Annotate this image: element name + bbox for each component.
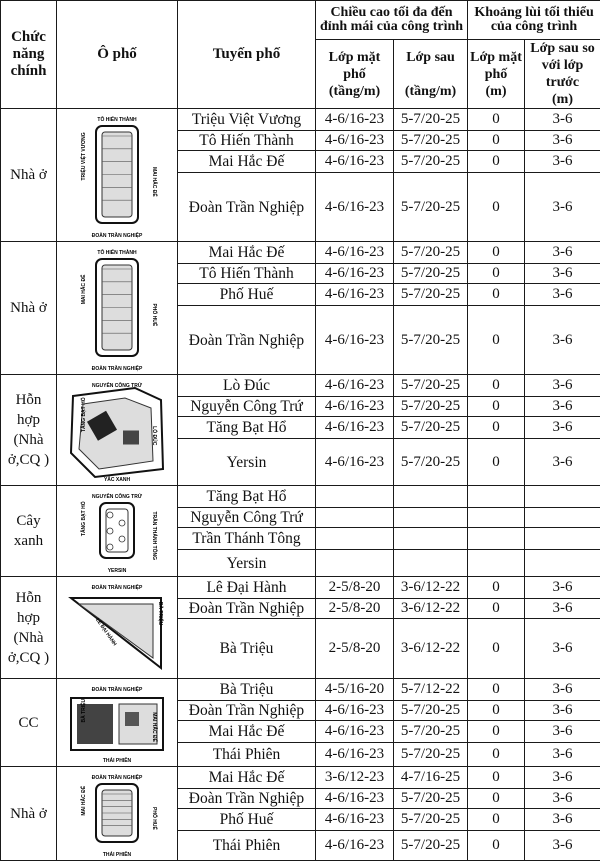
svg-text:NGUYỄN CÔNG TRỨ: NGUYỄN CÔNG TRỨ	[92, 381, 143, 389]
front-setback-cell: 0	[468, 767, 525, 789]
header-setback-front	[468, 40, 525, 109]
svg-text:TĂNG BẠT HỔ: TĂNG BẠT HỔ	[80, 397, 87, 432]
svg-text:LÊ ĐẠI HÀNH: LÊ ĐẠI HÀNH	[94, 616, 119, 647]
street-cell: Phố Huế	[178, 284, 316, 306]
svg-text:YẮC XANH: YẮC XANH	[104, 475, 131, 483]
front-height-cell: 4-6/16-23	[316, 151, 394, 173]
back-setback-cell: 3-6	[525, 109, 600, 131]
front-height-cell: 2-5/8-20	[316, 619, 394, 679]
table-row	[1, 486, 600, 508]
front-height-cell	[316, 508, 394, 528]
block-map-cell	[57, 109, 178, 242]
header-back-layer-unit: (tầng/m)	[405, 84, 456, 99]
back-height-cell: 5-7/20-25	[394, 131, 468, 151]
back-height-cell: 5-7/20-25	[394, 264, 468, 284]
back-setback-cell: 3-6	[525, 701, 600, 721]
front-setback-cell: 0	[468, 831, 525, 861]
back-height-cell: 5-7/20-25	[394, 743, 468, 767]
back-setback-cell: 3-6	[525, 679, 600, 701]
front-height-cell	[316, 486, 394, 508]
street-cell: Đoàn Trần Nghiệp	[178, 306, 316, 375]
back-setback-cell: 3-6	[525, 284, 600, 306]
street-cell: Tăng Bạt Hổ	[178, 486, 316, 508]
front-height-cell: 4-6/16-23	[316, 831, 394, 861]
back-setback-cell	[525, 550, 600, 577]
back-height-cell: 5-7/20-25	[394, 173, 468, 242]
back-height-cell	[394, 550, 468, 577]
function-cell: Nhà ở	[1, 109, 57, 242]
svg-text:TĂNG BẠT HỔ: TĂNG BẠT HỔ	[80, 501, 87, 536]
svg-text:TRIỆU VIỆT VƯƠNG: TRIỆU VIỆT VƯƠNG	[79, 132, 87, 180]
header-setback-back-unit: (m)	[552, 92, 573, 107]
header-street: Tuyến phố	[178, 1, 316, 109]
function-cell: Hỗn hợp (Nhà ở,CQ )	[1, 577, 57, 679]
front-setback-cell: 0	[468, 679, 525, 701]
back-setback-cell: 3-6	[525, 264, 600, 284]
back-setback-cell: 3-6	[525, 767, 600, 789]
street-cell: Trần Thánh Tông	[178, 528, 316, 550]
front-setback-cell: 0	[468, 577, 525, 599]
street-cell: Tăng Bạt Hổ	[178, 417, 316, 439]
back-height-cell: 3-6/12-22	[394, 599, 468, 619]
front-setback-cell: 0	[468, 397, 525, 417]
svg-text:PHỐ HUẾ: PHỐ HUẾ	[151, 303, 158, 326]
svg-text:MAI HẮC ĐẾ: MAI HẮC ĐẾ	[151, 712, 159, 742]
street-cell: Đoàn Trần Nghiệp	[178, 789, 316, 809]
street-cell: Yersin	[178, 550, 316, 577]
header-function: Chức năng chính	[1, 1, 57, 109]
front-setback-cell: 0	[468, 151, 525, 173]
front-setback-cell: 0	[468, 109, 525, 131]
svg-text:LÒ ĐÚC: LÒ ĐÚC	[151, 426, 159, 446]
svg-text:TÔ HIẾN THÀNH: TÔ HIẾN THÀNH	[97, 248, 137, 256]
front-setback-cell: 0	[468, 721, 525, 743]
header-front-layer-label: Lớp mặt phố	[329, 50, 381, 82]
svg-text:NGUYỄN CÔNG TRỨ: NGUYỄN CÔNG TRỨ	[92, 492, 143, 500]
street-cell: Thái Phiên	[178, 743, 316, 767]
front-height-cell: 4-6/16-23	[316, 417, 394, 439]
street-cell: Triệu Việt Vương	[178, 109, 316, 131]
table-row	[1, 109, 600, 131]
svg-text:BÀ TRIỆU: BÀ TRIỆU	[157, 601, 165, 625]
front-setback-cell	[468, 486, 525, 508]
front-height-cell: 4-6/16-23	[316, 743, 394, 767]
back-setback-cell	[525, 508, 600, 528]
front-setback-cell: 0	[468, 619, 525, 679]
street-cell: Phố Huế	[178, 809, 316, 831]
back-height-cell: 3-6/12-22	[394, 577, 468, 599]
svg-text:YERSIN: YERSIN	[108, 568, 127, 574]
front-setback-cell: 0	[468, 173, 525, 242]
table-row	[1, 767, 600, 789]
front-height-cell: 2-5/8-20	[316, 577, 394, 599]
back-height-cell: 5-7/20-25	[394, 439, 468, 486]
street-cell: Mai Hắc Đế	[178, 151, 316, 173]
back-height-cell: 5-7/20-25	[394, 242, 468, 264]
function-cell: CC	[1, 679, 57, 767]
front-setback-cell	[468, 508, 525, 528]
header-setback-front-unit: (m)	[486, 84, 507, 99]
back-setback-cell: 3-6	[525, 417, 600, 439]
back-setback-cell: 3-6	[525, 439, 600, 486]
back-height-cell: 5-7/20-25	[394, 417, 468, 439]
block-map	[65, 682, 169, 764]
back-setback-cell: 3-6	[525, 577, 600, 599]
svg-text:BÀ TRIỆU: BÀ TRIỆU	[79, 698, 87, 722]
front-setback-cell: 0	[468, 131, 525, 151]
front-setback-cell: 0	[468, 242, 525, 264]
header-setback-group: Khoảng lùi tối thiểu của công trình	[468, 1, 600, 40]
block-map	[65, 245, 169, 372]
front-setback-cell: 0	[468, 375, 525, 397]
street-cell: Thái Phiên	[178, 831, 316, 861]
svg-text:MAI HẮC ĐẾ: MAI HẮC ĐẾ	[151, 166, 159, 196]
back-height-cell: 5-7/20-25	[394, 151, 468, 173]
back-height-cell: 5-7/20-25	[394, 306, 468, 375]
front-setback-cell: 0	[468, 599, 525, 619]
front-setback-cell: 0	[468, 306, 525, 375]
back-setback-cell: 3-6	[525, 831, 600, 861]
header-front-layer-unit: (tầng/m)	[329, 84, 380, 99]
block-map	[65, 489, 169, 574]
table-row	[1, 242, 600, 264]
svg-text:ĐOÀN TRẦN NGHIỆP: ĐOÀN TRẦN NGHIỆP	[92, 685, 143, 693]
back-setback-cell	[525, 528, 600, 550]
front-height-cell: 4-6/16-23	[316, 306, 394, 375]
header-front-layer	[316, 40, 394, 109]
front-height-cell: 4-6/16-23	[316, 789, 394, 809]
front-height-cell: 3-6/12-23	[316, 767, 394, 789]
header-height-group: Chiều cao tối đa đến đỉnh mái của công trình	[316, 1, 468, 40]
street-cell: Lò Đúc	[178, 375, 316, 397]
front-height-cell: 4-6/16-23	[316, 721, 394, 743]
street-cell: Đoàn Trần Nghiệp	[178, 599, 316, 619]
back-height-cell: 5-7/20-25	[394, 789, 468, 809]
street-cell: Yersin	[178, 439, 316, 486]
back-height-cell: 5-7/20-25	[394, 397, 468, 417]
svg-text:TÔ HIẾN THÀNH: TÔ HIẾN THÀNH	[97, 115, 137, 123]
front-setback-cell: 0	[468, 789, 525, 809]
street-cell: Lê Đại Hành	[178, 577, 316, 599]
back-height-cell: 4-7/16-25	[394, 767, 468, 789]
front-height-cell	[316, 550, 394, 577]
back-setback-cell: 3-6	[525, 789, 600, 809]
block-map	[65, 112, 169, 239]
front-setback-cell: 0	[468, 439, 525, 486]
street-cell: Mai Hắc Đế	[178, 767, 316, 789]
svg-text:ĐOÀN TRẦN NGHIỆP: ĐOÀN TRẦN NGHIỆP	[92, 773, 143, 781]
svg-text:ĐOÀN TRẦN NGHIỆP: ĐOÀN TRẦN NGHIỆP	[92, 364, 143, 372]
back-height-cell: 5-7/20-25	[394, 721, 468, 743]
back-height-cell: 5-7/20-25	[394, 701, 468, 721]
header-setback-front-label: Lớp mặt phố	[470, 50, 522, 82]
front-setback-cell	[468, 550, 525, 577]
front-height-cell: 4-6/16-23	[316, 809, 394, 831]
block-map-cell	[57, 375, 178, 486]
front-height-cell: 4-6/16-23	[316, 284, 394, 306]
front-setback-cell: 0	[468, 284, 525, 306]
back-height-cell: 5-7/20-25	[394, 831, 468, 861]
block-map	[65, 378, 169, 483]
back-setback-cell: 3-6	[525, 721, 600, 743]
block-map	[65, 770, 169, 858]
svg-text:MAI HẮC ĐẾ: MAI HẮC ĐẾ	[79, 273, 87, 303]
back-height-cell: 5-7/20-25	[394, 109, 468, 131]
svg-text:TRẦN THÁNH TÔNG: TRẦN THÁNH TÔNG	[151, 511, 159, 560]
front-setback-cell: 0	[468, 701, 525, 721]
back-setback-cell: 3-6	[525, 743, 600, 767]
front-height-cell: 4-5/16-20	[316, 679, 394, 701]
front-height-cell	[316, 528, 394, 550]
front-height-cell: 4-6/16-23	[316, 242, 394, 264]
front-height-cell: 4-6/16-23	[316, 397, 394, 417]
header-setback-back	[525, 40, 600, 109]
front-height-cell: 2-5/8-20	[316, 599, 394, 619]
block-map-cell	[57, 767, 178, 861]
back-setback-cell: 3-6	[525, 397, 600, 417]
back-height-cell: 5-7/20-25	[394, 375, 468, 397]
back-setback-cell: 3-6	[525, 809, 600, 831]
back-setback-cell: 3-6	[525, 242, 600, 264]
front-height-cell: 4-6/16-23	[316, 375, 394, 397]
back-setback-cell	[525, 486, 600, 508]
svg-text:ĐOÀN TRẦN NGHIỆP: ĐOÀN TRẦN NGHIỆP	[92, 231, 143, 239]
front-height-cell: 4-6/16-23	[316, 439, 394, 486]
back-setback-cell: 3-6	[525, 599, 600, 619]
front-setback-cell: 0	[468, 264, 525, 284]
street-cell: Tô Hiến Thành	[178, 131, 316, 151]
street-cell: Tô Hiến Thành	[178, 264, 316, 284]
block-map-cell	[57, 486, 178, 577]
back-setback-cell: 3-6	[525, 375, 600, 397]
header-back-layer	[394, 40, 468, 109]
block-map	[65, 580, 169, 676]
front-height-cell: 4-6/16-23	[316, 131, 394, 151]
back-height-cell: 5-7/20-25	[394, 809, 468, 831]
street-cell: Nguyễn Công Trứ	[178, 397, 316, 417]
front-setback-cell	[468, 528, 525, 550]
function-cell: Nhà ở	[1, 242, 57, 375]
street-cell: Nguyễn Công Trứ	[178, 508, 316, 528]
svg-text:THÁI PHIÊN: THÁI PHIÊN	[103, 850, 132, 858]
header-block: Ô phố	[57, 1, 178, 109]
front-height-cell: 4-6/16-23	[316, 264, 394, 284]
back-setback-cell: 3-6	[525, 306, 600, 375]
function-cell: Hỗn hợp (Nhà ở,CQ )	[1, 375, 57, 486]
back-setback-cell: 3-6	[525, 173, 600, 242]
street-cell: Đoàn Trần Nghiệp	[178, 173, 316, 242]
back-setback-cell: 3-6	[525, 131, 600, 151]
block-map-cell	[57, 577, 178, 679]
back-height-cell	[394, 528, 468, 550]
front-height-cell: 4-6/16-23	[316, 173, 394, 242]
street-cell: Mai Hắc Đế	[178, 721, 316, 743]
street-cell: Mai Hắc Đế	[178, 242, 316, 264]
front-setback-cell: 0	[468, 417, 525, 439]
block-map-cell	[57, 679, 178, 767]
function-cell: Cây xanh	[1, 486, 57, 577]
back-setback-cell: 3-6	[525, 619, 600, 679]
header-setback-back-label: Lớp sau so với lớp trước	[530, 41, 595, 90]
table-row	[1, 679, 600, 701]
table-row	[1, 577, 600, 599]
front-setback-cell: 0	[468, 743, 525, 767]
back-height-cell: 3-6/12-22	[394, 619, 468, 679]
front-setback-cell: 0	[468, 809, 525, 831]
block-map-cell	[57, 242, 178, 375]
front-height-cell: 4-6/16-23	[316, 109, 394, 131]
front-height-cell: 4-6/16-23	[316, 701, 394, 721]
svg-text:PHỐ HUẾ: PHỐ HUẾ	[151, 807, 158, 830]
table-row	[1, 375, 600, 397]
back-height-cell: 5-7/20-25	[394, 284, 468, 306]
back-height-cell: 5-7/12-22	[394, 679, 468, 701]
street-cell: Bà Triệu	[178, 619, 316, 679]
svg-text:ĐOÀN TRẦN NGHIỆP: ĐOÀN TRẦN NGHIỆP	[92, 583, 143, 591]
street-cell: Đoàn Trần Nghiệp	[178, 701, 316, 721]
svg-text:MAI HẮC ĐẾ: MAI HẮC ĐẾ	[79, 785, 87, 815]
svg-text:THÁI PHIÊN: THÁI PHIÊN	[103, 756, 132, 764]
street-cell: Bà Triệu	[178, 679, 316, 701]
back-height-cell	[394, 508, 468, 528]
back-height-cell	[394, 486, 468, 508]
function-cell: Nhà ở	[1, 767, 57, 861]
header-back-layer-label: Lớp sau	[406, 50, 455, 65]
back-setback-cell: 3-6	[525, 151, 600, 173]
